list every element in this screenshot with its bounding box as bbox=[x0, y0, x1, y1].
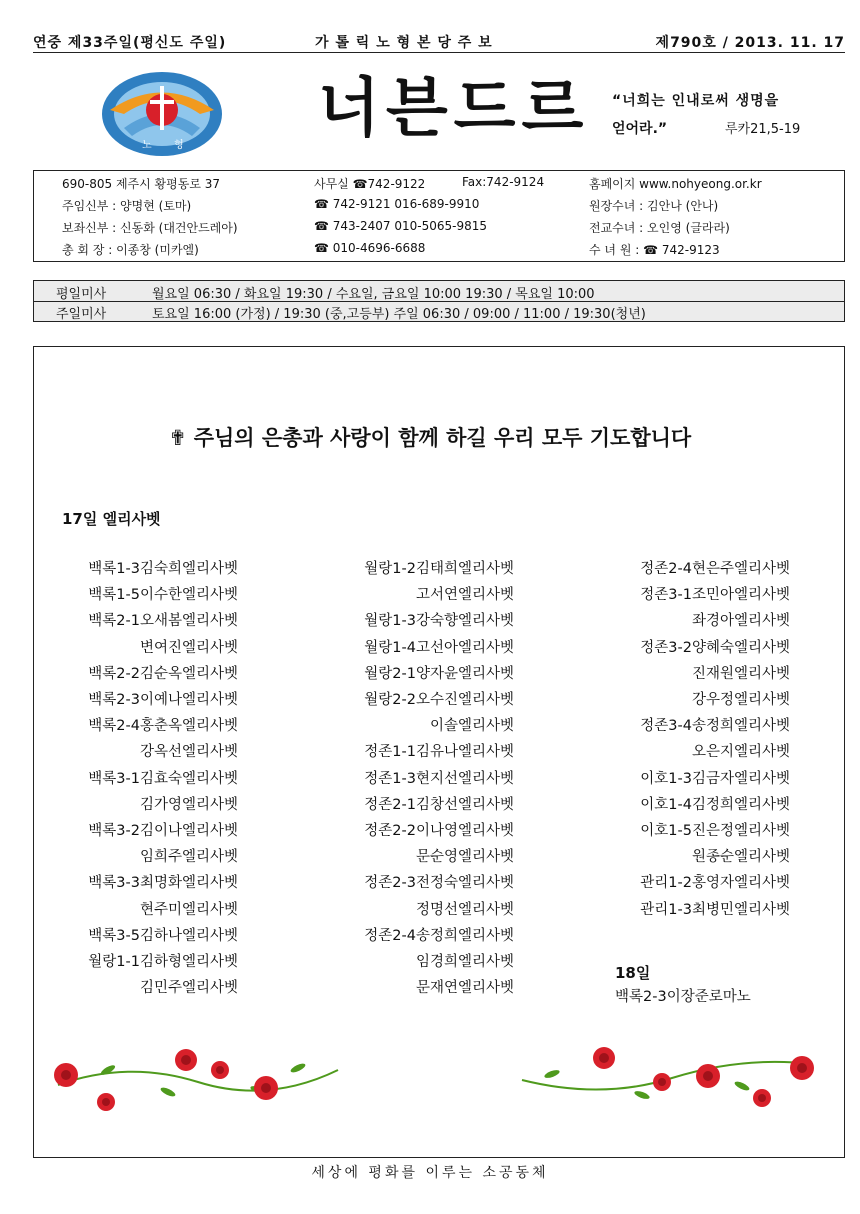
honoree-name: 오은지엘리사벳 bbox=[691, 744, 790, 761]
parish-logo bbox=[100, 70, 225, 158]
parish-name: 가 톨 릭 노 형 본 당 주 보 bbox=[315, 35, 493, 51]
honoree-name: 김민주엘리사벳 bbox=[139, 980, 238, 997]
honoree-name: 좌경아엘리사벳 bbox=[691, 613, 790, 630]
day2-name: 백록2-3이장준로마노 bbox=[615, 989, 751, 1005]
fax: Fax:742-9124 bbox=[462, 175, 545, 189]
honoree-name: 월랑1-2김태희엘리사벳 bbox=[364, 561, 514, 577]
issue-header-bar bbox=[33, 30, 845, 53]
honoree-name: 정존3-1조민아엘리사벳 bbox=[640, 587, 790, 604]
prayer-heading: ✟ 주님의 은총과 사랑이 함께 하길 우리 모두 기도합니다 bbox=[168, 426, 692, 450]
honoree-name: 월랑2-2오수진엘리사벳 bbox=[364, 692, 514, 708]
honoree-name: 백록3-2김이나엘리사벳 bbox=[88, 823, 238, 839]
address: 690-805 제주시 황평동로 37 bbox=[62, 177, 220, 191]
honoree-name: 김가영엘리사벳 bbox=[139, 796, 238, 813]
rose-garland-left-icon bbox=[48, 1040, 348, 1120]
honoree-name: 강우정엘리사벳 bbox=[691, 692, 790, 708]
honoree-name: 고서연엘리사벳 bbox=[415, 587, 514, 604]
bulletin-title: 너븐드르 bbox=[318, 72, 590, 146]
honoree-name: 관리1-3최병민엘리사벳 bbox=[640, 901, 790, 918]
honoree-name: 이호1-5진은정엘리사벳 bbox=[640, 823, 790, 839]
honoree-name: 강옥선엘리사벳 bbox=[139, 744, 238, 761]
honoree-name: 정존2-3전정숙엘리사벳 bbox=[364, 875, 514, 892]
honoree-name: 정존3-4송정희엘리사벳 bbox=[640, 718, 790, 735]
parish-motto: 세상에 평화를 이루는 소공동체 bbox=[311, 1165, 549, 1181]
head-sister: 원장수녀 : 김안나 (안나) bbox=[589, 199, 719, 213]
honoree-name: 이호1-4김정희엘리사벳 bbox=[640, 796, 790, 813]
honoree-name: 변여진엘리사벳 bbox=[139, 639, 238, 656]
convent-phone: 수 녀 원 : ☎ 742-9123 bbox=[589, 243, 720, 257]
honoree-name: 정명선엘리사벳 bbox=[415, 901, 514, 918]
honoree-name: 이솔엘리사벳 bbox=[429, 718, 514, 735]
honoree-name: 백록3-1김효숙엘리사벳 bbox=[88, 770, 238, 787]
honoree-name: 백록3-5김하나엘리사벳 bbox=[88, 927, 238, 944]
mission-sister: 전교수녀 : 오인영 (글라라) bbox=[589, 221, 730, 235]
honoree-name: 백록1-5이수한엘리사벳 bbox=[88, 587, 238, 604]
mass-schedule bbox=[33, 280, 845, 322]
honoree-name: 정존2-1김창선엘리사벳 bbox=[364, 796, 514, 813]
honoree-name: 현주미엘리사벳 bbox=[139, 901, 238, 918]
honoree-name: 백록2-3이예나엘리사벳 bbox=[88, 692, 238, 708]
honoree-name: 정존1-1김유나엘리사벳 bbox=[364, 744, 514, 761]
assistant-phone: ☎ 743-2407 010-5065-9815 bbox=[314, 219, 487, 233]
rose-garland-right-icon bbox=[512, 1040, 822, 1120]
honoree-name: 정존2-2이나영엘리사벳 bbox=[364, 823, 514, 839]
scripture-quote-line1: “너희는 인내로써 생명을 bbox=[612, 93, 780, 109]
pastor: 주임신부 : 양명현 (토마) bbox=[62, 199, 192, 213]
honoree-name: 임희주엘리사벳 bbox=[139, 849, 238, 866]
honoree-name: 정존3-2양혜숙엘리사벳 bbox=[640, 639, 790, 656]
honoree-name: 월랑1-1김하형엘리사벳 bbox=[88, 954, 238, 970]
honoree-name: 정존1-3현지선엘리사벳 bbox=[364, 770, 514, 787]
pastor-phone: ☎ 742-9121 016-689-9910 bbox=[314, 197, 480, 211]
liturgical-week: 연중 제33주일(평신도 주일) bbox=[33, 35, 227, 51]
honoree-name: 정존2-4송정희엘리사벳 bbox=[364, 927, 514, 944]
honoree-name: 월랑1-4고선아엘리사벳 bbox=[364, 639, 514, 656]
honoree-name: 이호1-3김금자엘리사벳 bbox=[640, 770, 790, 787]
honoree-name: 문재연엘리사벳 bbox=[415, 980, 514, 997]
honoree-name: 문순영엘리사벳 bbox=[415, 849, 514, 866]
president-phone: ☎ 010-4696-6688 bbox=[314, 241, 426, 255]
sunday-mass-row bbox=[34, 301, 844, 321]
honoree-name: 백록3-3최명화엘리사벳 bbox=[88, 875, 238, 892]
honoree-name: 백록2-4홍춘옥엘리사벳 bbox=[88, 718, 238, 735]
weekday-mass-label: 평일미사 bbox=[56, 287, 107, 302]
scripture-quote-line2: 얻어라.” bbox=[612, 121, 668, 137]
honoree-name: 월랑2-1양자윤엘리사벳 bbox=[364, 665, 514, 682]
sunday-mass-label: 주일미사 bbox=[56, 307, 107, 322]
logo-text-right: 형 bbox=[174, 140, 184, 151]
honoree-name: 정존2-4현은주엘리사벳 bbox=[640, 561, 790, 577]
honoree-name: 백록2-2김순옥엘리사벳 bbox=[88, 665, 238, 682]
honoree-name: 관리1-2홍영자엘리사벳 bbox=[640, 875, 790, 892]
honoree-name: 백록1-3김숙희엘리사벳 bbox=[88, 561, 238, 577]
weekday-mass-times: 월요일 06:30 / 화요일 19:30 / 수요일, 금요일 10:00 19:30 / 목요일 10:00 bbox=[152, 287, 595, 302]
honoree-name: 백록2-1오새봄엘리사벳 bbox=[88, 613, 238, 630]
homepage-link[interactable]: 홈페이지 www.nohyeong.or.kr bbox=[589, 177, 762, 191]
weekday-mass-row bbox=[34, 281, 844, 302]
parish-contact-box bbox=[33, 170, 845, 262]
assistant-priest: 보좌신부 : 신동화 (대건안드레아) bbox=[62, 221, 238, 235]
office-phone: 사무실 ☎742-9122 bbox=[314, 177, 426, 191]
issue-date: 제790호 / 2013. 11. 17 bbox=[655, 35, 845, 51]
honoree-name: 월랑1-3강숙향엘리사벳 bbox=[364, 613, 514, 630]
honoree-name: 임경희엘리사벳 bbox=[415, 954, 514, 970]
logo-text-left: 노 bbox=[142, 140, 152, 151]
day1-heading: 17일 엘리사벳 bbox=[62, 510, 161, 528]
honoree-name: 진재원엘리사벳 bbox=[691, 665, 790, 682]
scripture-reference: 루카21,5-19 bbox=[725, 122, 801, 137]
council-president: 총 회 장 : 이종창 (미카엘) bbox=[62, 243, 199, 257]
day2-heading: 18일 bbox=[615, 964, 651, 982]
sunday-mass-times: 토요일 16:00 (가정) / 19:30 (중,고등부) 주일 06:30 / 09:00 / 11:00 / 19:30(청년) bbox=[152, 307, 646, 322]
honoree-name: 원종순엘리사벳 bbox=[691, 849, 790, 866]
